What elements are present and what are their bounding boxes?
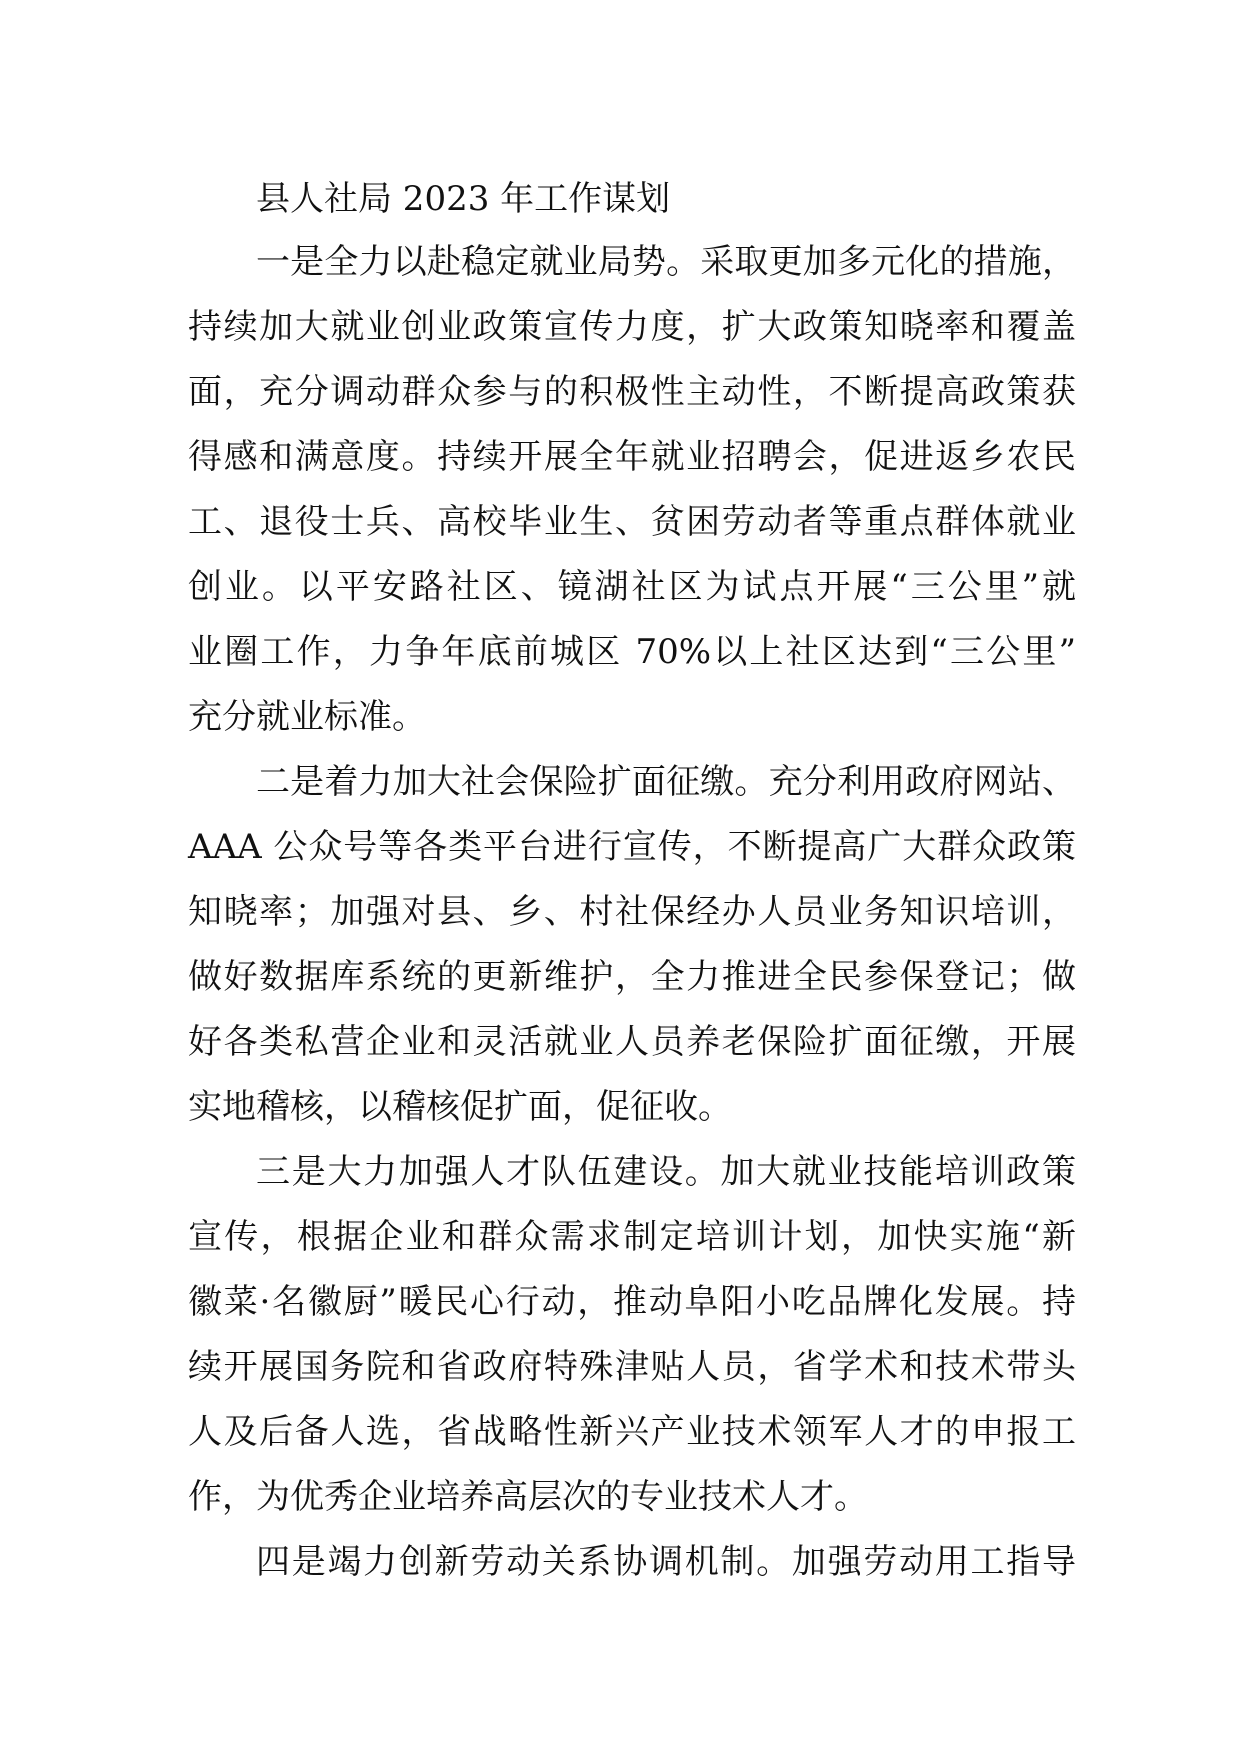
paragraph-line: 充分就业标准。 [188,697,426,737]
paragraph-line: 工、退役士兵、高校毕业生、贫困劳动者等重点群体就业 [188,502,1076,542]
paragraph-line: 持续加大就业创业政策宣传力度，扩大政策知晓率和覆盖 [188,307,1076,347]
paragraph-line: 好各类私营企业和灵活就业人员养老保险扩面征缴，开展 [188,1022,1076,1062]
paragraph-line: 四是竭力创新劳动关系协调机制。加强劳动用工指导 [256,1542,1076,1582]
paragraph-line: 创业。以平安路社区、镜湖社区为试点开展“三公里”就 [188,567,1076,607]
paragraph-line: 二是着力加大社会保险扩面征缴。充分利用政府网站、 [256,762,1076,802]
paragraph-line: 面，充分调动群众参与的积极性主动性，不断提高政策获 [188,372,1076,412]
document-page [188,168,1076,1595]
paragraph-line: 宣传，根据企业和群众需求制定培训计划，加快实施“新 [188,1217,1076,1257]
paragraph-line: 做好数据库系统的更新维护，全力推进全民参保登记；做 [188,957,1076,997]
paragraph-line: 一是全力以赴稳定就业局势。采取更加多元化的措施， [256,242,1076,282]
paragraph-employment [188,230,1076,750]
paragraph-line: 业圈工作，力争年底前城区 70%以上社区达到“三公里” [188,632,1076,672]
paragraph-line: 知晓率；加强对县、乡、村社保经办人员业务知识培训， [188,892,1076,932]
paragraph-labor-relations [188,1530,1076,1595]
paragraph-line: 徽菜·名徽厨”暖民心行动，推动阜阳小吃品牌化发展。持 [188,1282,1076,1322]
paragraph-line: 得感和满意度。持续开展全年就业招聘会，促进返乡农民 [188,437,1076,477]
document-title: 县人社局 2023 年工作谋划 [256,179,671,219]
paragraph-social-insurance [188,750,1076,1140]
paragraph-line: 续开展国务院和省政府特殊津贴人员，省学术和技术带头 [188,1347,1076,1387]
paragraph-line: 实地稽核，以稽核促扩面，促征收。 [188,1087,732,1127]
paragraph-line: 作，为优秀企业培养高层次的专业技术人才。 [188,1477,868,1517]
paragraph-line: 人及后备人选，省战略性新兴产业技术领军人才的申报工 [188,1412,1076,1452]
paragraph-line: AAA 公众号等各类平台进行宣传，不断提高广大群众政策 [188,827,1076,867]
paragraph-line: 三是大力加强人才队伍建设。加大就业技能培训政策 [256,1152,1076,1192]
paragraph-talent [188,1140,1076,1530]
